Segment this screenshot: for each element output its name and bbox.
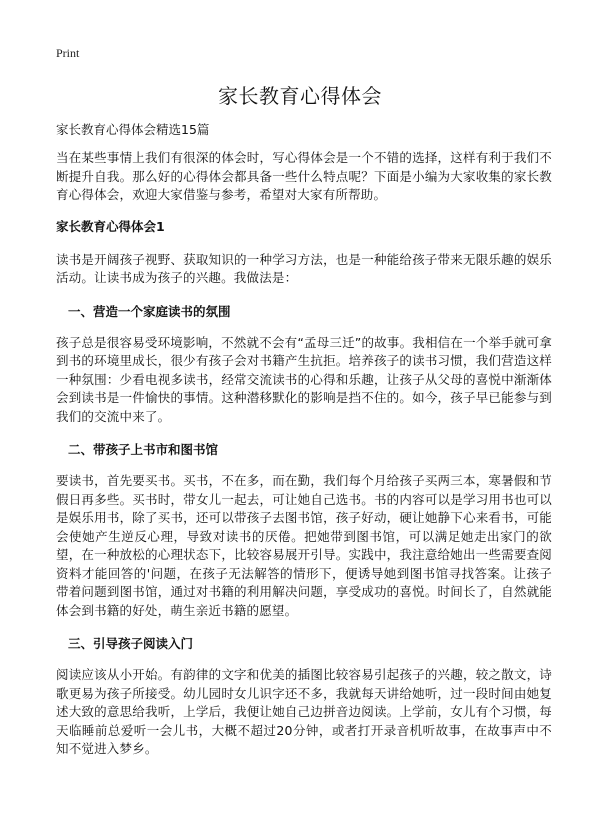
section-body-3: 阅读应该从小开始。有韵律的文字和优美的插图比较容易引起孩子的兴趣，较之散文，诗歌更易为孩子所接受。幼儿园时女儿识字还不多，我就每天讲给她听，过一段时间由她复述大致的意思给我听，上学后，我便让她自己边拼音边阅读。上学前，女儿有个习惯，每天临睡前总爱听一会儿书，大概不超过20分钟，或者打开录音机听故事，在故事声中不知不觉进入梦乡。 [56, 667, 552, 756]
section-heading-2: 二、带孩子上书市和图书馆 [68, 442, 219, 457]
page-title: 家长教育心得体会 [218, 84, 382, 108]
intro-paragraph: 当在某些事情上我们有很深的体会时，写心得体会是一个不错的选择，这样有利于我们不断提升自我。那么好的心得体会都具备一些什么特点呢？下面是小编为大家收集的家长教育心得体会，欢迎大家借鉴与参考，希望对大家有所帮助。 [56, 150, 552, 202]
section-body-2: 要读书，首先要买书。买书，不在多，而在勤，我们每个月给孩子买两三本，寒暑假和节假日再多些。买书时，带女儿一起去，可让她自己选书。书的内容可以是学习用书也可以是娱乐用书，除了买书，还可以带孩子去图书馆，孩子好动，硬让她静下心来看书，可能会使她产生逆反心理，导致对读书的厌倦。把她带到图书馆，可以满足她走出家门的欲望，在一种放松的心理状态下，比较容易展开引导。实践中，我注意给她出一些需要查阅资料才能回答的'问题，在孩子无法解答的情形下，便诱导她到图书馆寻找答案。让孩子带着问题到图书馆，通过对书籍的利用解决问题，享受成功的喜悦。时间长了，自然就能体会到书籍的好处，萌生亲近书籍的愿望。 [56, 473, 552, 618]
document-body [56, 120, 552, 771]
section-heading-1: 一、营造一个家庭读书的氛围 [68, 303, 231, 319]
article-heading: 家长教育心得体会1 [56, 218, 165, 234]
section-body-1: 孩子总是很容易受环境影响，不然就不会有“孟母三迁”的故事。我相信在一个举手就可拿到书的环境里成长，很少有孩子会对书籍产生抗拒。培养孩子的读书习惯，我们营造这样一种氛围：少看电视多读书，经常交流读书的心得和乐趣，让孩子从父母的喜悦中渐渐体会到读书是一件愉快的事情。这种潜移默化的影响是挡不住的。如今，孩子早已能参与到我们的交流中来了。 [56, 334, 552, 424]
article-intro-paragraph: 读书是开阔孩子视野、获取知识的一种学习方法，也是一种能给孩子带来无限乐趣的娱乐活动。让读书成为孩子的兴趣。我做法是： [56, 251, 552, 285]
print-link[interactable]: Print [56, 46, 80, 60]
document-subtitle: 家长教育心得体会精选15篇 [56, 122, 210, 137]
section-heading-3: 三、引导孩子阅读入门 [68, 636, 194, 651]
